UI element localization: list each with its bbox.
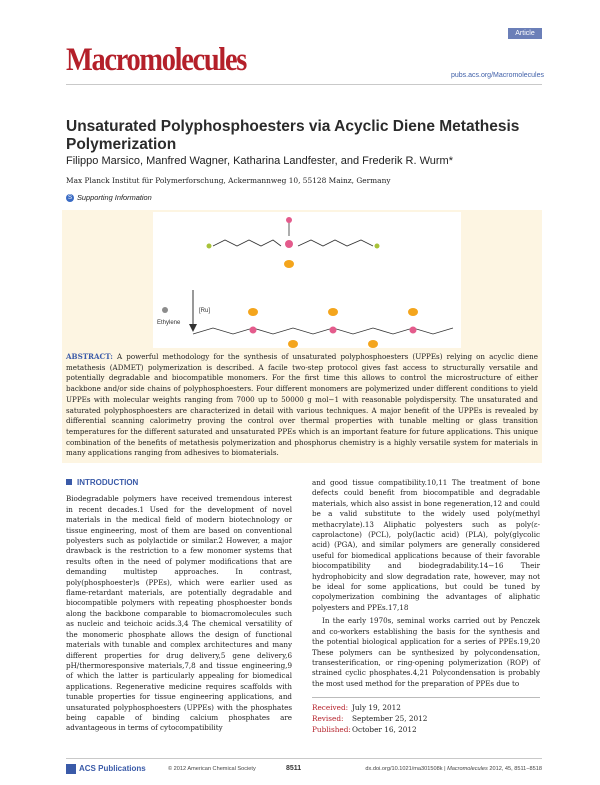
journal-url-link[interactable]: pubs.acs.org/Macromolecules [451,72,544,79]
header-divider [66,84,542,85]
ruthenium-catalyst-label: [Ru] [199,308,211,314]
article-title: Unsaturated Polyphosphoesters via Acyclic Diene Metathesis Polymerization [66,118,520,153]
acs-publications-logo[interactable] [66,764,146,774]
monomer-sidegroup [284,260,294,268]
polymer-sidegroup-3 [408,308,418,316]
polymer-sidegroup-1 [248,308,258,316]
monomer-end-right [375,244,380,249]
polymer-sidegroup-4 [288,340,298,348]
monomer-oxygen-atom [286,217,292,223]
revised-date: September 25, 2012 [352,714,428,723]
published-date: October 16, 2012 [352,725,417,734]
right-column [312,478,540,692]
polymer-phosphate-2 [330,327,337,334]
intro-paragraph-2: and good tissue compatibility.10,11 The treatment of bone defects could benefit from biocompatible and degradable materials, which also assist in bone regeneration,12 and could be a valid substitute to the widely used poly(methyl methacrylate).13 Aliphatic polyesters such as poly(ε-caprolactone) (PCL), poly(lactic acid) (PLA), poly(glycolic acid) (PGA), and similar polymers are generally considered useful for biomedical applications because of their favorable biocompatibility and biodegradability.14−16 Their hydrophobicity and slow degradation rate, however, may not be ideal for some applications, but could be tuned by copolymerization combining the advantages of aliphatic polyesters and PPEs.17,18 [312,478,540,612]
ethylene-label: Ethylene [157,320,181,326]
polymer-sidegroup-5 [368,340,378,348]
polymer-phosphate-1 [250,327,257,334]
toc-graphic [153,212,461,348]
abstract-label: ABSTRACT: [66,352,113,361]
intro-paragraph-3: In the early 1970s, seminal works carried out by Penczek and co-workers establishing the basis for the synthesis and the potential biological application for a series of PPEs.19,20 These polymers can be synthesized by polycondensation, transesterification, or ring-opening polymerization (ROP) of strained cyclic phosphates.4,21 Polycondensation is probably the most used method for the preparation of PPEs due to [312,616,540,688]
page-number: 8511 [286,765,302,772]
introduction-heading-text: INTRODUCTION [77,478,139,487]
revised-date-row [312,713,540,724]
footer-divider [66,758,542,759]
toc-scheme-svg [153,212,461,348]
section-square-icon [66,479,72,485]
abstract [66,352,538,459]
published-label: Published: [312,725,351,734]
info-icon: S [67,195,72,202]
affiliation: Max Planck Institut für Polymerforschung, Ackermannweg 10, 55128 Mainz, Germany [66,176,391,185]
monomer-end-left [207,244,212,249]
received-date-row [312,702,540,713]
doi-citation[interactable]: dx.doi.org/10.1021/ma301508k | Macromolecules 2012, 45, 8511−8518 [365,766,542,772]
intro-paragraph-1: Biodegradable polymers have received tremendous interest in recent decades.1 Used for the development of novel materials in the medical field of modern biotechnology or tissue engineering, most of them are based on conventional polyesters such as polylactide or similar.2 However, a major drawback is the restriction to a few monomer systems that results often in the need of polymer modifications that are demanding multistep approaches. In contrast, poly(phosphoester)s (PPEs), which were earlier used as flame-retardant materials, are potentially degradable and biocompatible polymers with repeating phosphoester bonds along the backbone comparable to biomacromolecules such as nucleic and teichoic acids.3,4 The chemical versatility of the monomeric phosphate allows the design of functional materials with tunable and complex architectures and many different properties for drug delivery,5 gene delivery,6 pH/thermoresponsive materials,7,8 and tissue engineering,9 of which the latter is particularly appealing for biomedical applications. Regenerative medicine requires scaffolds with tunable properties for tissue engineering applications, and unsaturated polyphosphoesters (UPPEs) with the phosphates being capable of binding calcium phosphates are advantageous in terms of cytocompatibility [66,494,292,733]
journal-logo: Macromolecules [66,42,247,78]
polymer-sidegroup-2 [328,308,338,316]
polymer-phosphate-3 [410,327,417,334]
abstract-text: A powerful methodology for the synthesis of unsaturated polyphosphoesters (UPPEs) relying on acyclic diene metathesis (ADMET) polymerization is described. A facile two-step protocol gives fast access to structurally versatile and potentially degradable and biocompatible monomers. For the first time this allows to control the microstructure of either backbone and/or side chains of polyphosphoesters. Four different monomers are polymerized under different conditions to yield UPPEs with molecular weights ranging from 7000 up to 50000 g mol−1 with reasonable polydispersity. The unsaturated and saturated polyphosphoesters are characterized in detail with various techniques. A major benefit of the UPPEs is revealed by differential scanning calorimetry proving the control over thermal properties with tunable melting or glass transition temperatures for the different saturated and unsaturated PPEs which is an important feature for future applications. This unique combination of the benefits of metathesis polymerization and phosphorus chemistry is a highly versatile system for materials in many applications ranging from adhesives to biomaterials. [66,352,538,458]
supporting-information-link[interactable] [66,193,152,202]
monomer-phosphorus-atom [285,240,293,248]
arrow-head [189,324,197,332]
left-column [66,478,292,737]
citation-journal: Macromolecules [447,766,488,772]
citation-volume: 2012, 45, 8511−8518 [489,766,542,772]
introduction-heading [66,478,292,488]
ethylene-byproduct [162,307,168,313]
acs-logo-icon [66,764,76,774]
monomer-structure [213,222,373,246]
supporting-information-label: Supporting Information [77,193,152,202]
article-type-badge: Article [508,28,542,39]
publication-dates [312,697,540,735]
published-date-row [312,724,540,735]
revised-label: Revised: [312,714,344,723]
doi-link[interactable]: dx.doi.org/10.1021/ma301508k [365,766,443,772]
received-label: Received: [312,703,349,712]
received-date: July 19, 2012 [352,703,401,712]
author-list: Filippo Marsico, Manfred Wagner, Katharina Landfester, and Frederik R. Wurm* [66,155,454,167]
acs-publications-text: ACS Publications [79,764,146,774]
copyright: © 2012 American Chemical Society [168,766,256,772]
